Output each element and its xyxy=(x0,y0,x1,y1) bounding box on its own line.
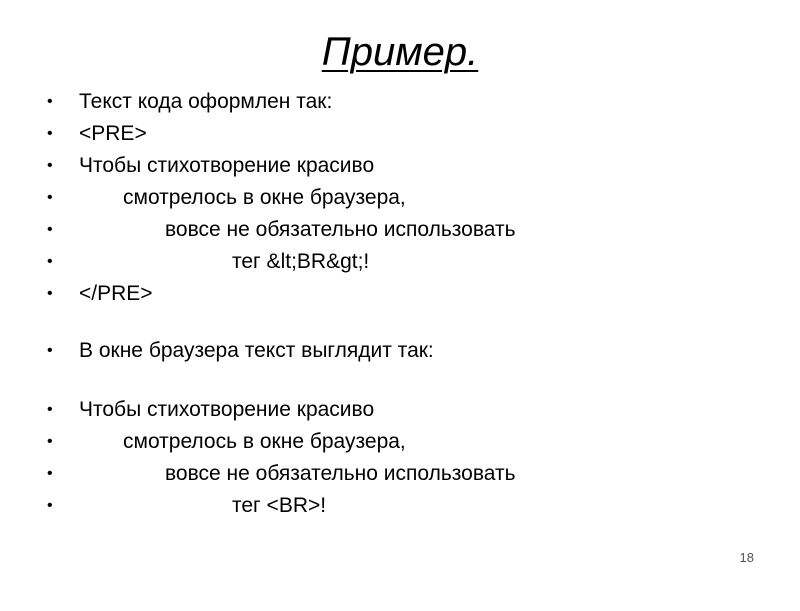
bullet-item xyxy=(0,395,800,425)
bullet-text: Текст кода оформлен так: xyxy=(79,90,333,113)
bullet-item xyxy=(0,215,800,245)
bullet-item xyxy=(0,183,800,213)
bullet-dot: • xyxy=(47,157,53,174)
bullet-item xyxy=(0,151,800,181)
bullet-item xyxy=(0,459,800,489)
bullet-item xyxy=(0,247,800,277)
bullet-dot: • xyxy=(47,401,53,418)
bullet-dot: • xyxy=(47,497,53,514)
bullet-text: тег &lt;BR&gt;! xyxy=(232,250,370,273)
bullet-text: </PRE> xyxy=(79,282,153,305)
bullet-dot: • xyxy=(47,253,53,270)
bullet-dot: • xyxy=(47,221,53,238)
bullet-text: вовсе не обязательно использовать xyxy=(165,218,516,241)
bullet-text: <PRE> xyxy=(79,122,147,145)
bullet-dot: • xyxy=(47,285,53,302)
slide-title: Пример. xyxy=(321,30,479,74)
bullet-text: смотрелось в окне браузера, xyxy=(123,186,406,209)
bullet-dot: • xyxy=(47,125,53,142)
bullet-item xyxy=(0,119,800,149)
bullet-item xyxy=(0,491,800,521)
page-number: 18 xyxy=(739,550,754,565)
bullet-item xyxy=(0,87,800,117)
bullet-item xyxy=(0,427,800,457)
bullet-text: тег <BR>! xyxy=(232,494,327,517)
bullet-text: Чтобы стихотворение красиво xyxy=(79,154,375,177)
bullet-dot: • xyxy=(47,465,53,482)
bullet-dot: • xyxy=(47,342,53,359)
bullet-dot: • xyxy=(47,433,53,450)
bullet-item xyxy=(0,279,800,309)
bullet-text: В окне браузера текст выглядит так: xyxy=(79,339,434,362)
bullet-item xyxy=(0,336,800,366)
bullet-text: вовсе не обязательно использовать xyxy=(165,462,516,485)
bullet-dot: • xyxy=(47,189,53,206)
bullet-dot: • xyxy=(47,93,53,110)
bullet-text: смотрелось в окне браузера, xyxy=(123,430,406,453)
bullet-text: Чтобы стихотворение красиво xyxy=(79,398,375,421)
